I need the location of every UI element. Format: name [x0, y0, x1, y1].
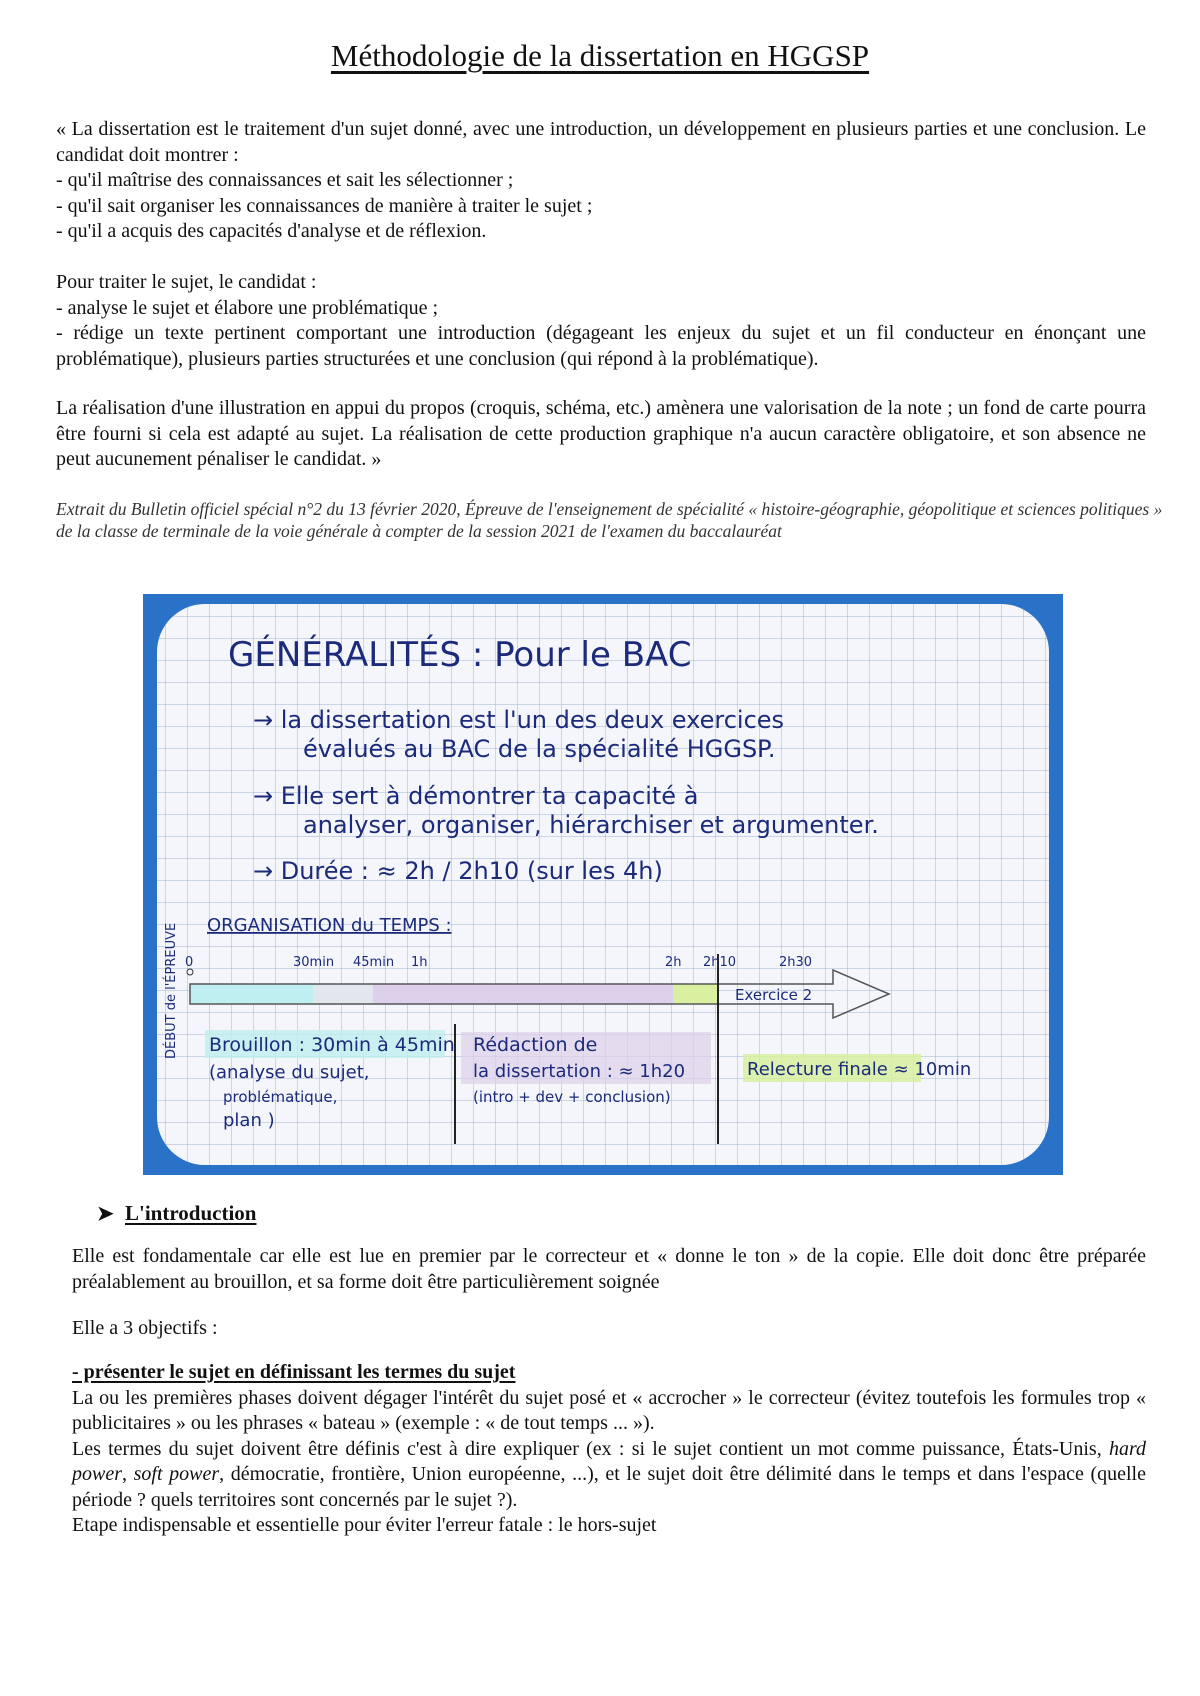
- tick-label: 45min: [353, 955, 395, 970]
- objective-1-text: [72, 1437, 1146, 1514]
- tick-label: 1h: [411, 955, 428, 970]
- quote-line: - analyse le sujet et élabore une problématique ;: [56, 296, 439, 319]
- italic-term: hard power: [72, 1437, 1146, 1485]
- italic-term: soft power: [133, 1463, 220, 1485]
- quote-paragraph-2: [56, 270, 1146, 372]
- organisation-title: ORGANISATION du TEMPS :: [207, 915, 452, 936]
- col-brouillon: problématique,: [223, 1088, 338, 1106]
- quote-line: - qu'il a acquis des capacités d'analyse et de réflexion.: [56, 220, 487, 242]
- notebook-bullet: analyser, organiser, hiérarchiser et argumenter.: [303, 811, 879, 839]
- objective-1-text: Etape indispensable et essentielle pour éviter l'erreur fatale : le hors-sujet: [72, 1514, 657, 1536]
- notebook-bullet: → Elle sert à démontrer ta capacité à: [253, 782, 699, 810]
- quote-paragraph-3: La réalisation d'une illustration en appui du propos (croquis, schéma, etc.) amènera une valorisation de la note ; un fond de carte pourra être fourni si cela est adapté au sujet. La réalisation de cette production graphique n'a aucun caractère obligatoire, et son absence ne peut aucunement pénaliser le candidat. »: [56, 397, 1146, 470]
- quote-paragraph-1: [56, 117, 1146, 245]
- objective-1-text: La ou les premières phases doivent dégager l'intérêt du sujet posé et « accrocher » le correcteur (évitez toutefois les formules trop « publicitaires » ou les phrases « bateau » (exemple : « de tout temps ... »).: [72, 1386, 1146, 1434]
- quote-line: « La dissertation est le traitement d'un sujet donné, avec une introduction, un développement en plusieurs parties et une conclusion. Le candidat doit montrer :: [56, 118, 1146, 166]
- objective-1-heading: - présenter le sujet en définissant les termes du sujet: [72, 1361, 516, 1383]
- objectives-line: Elle a 3 objectifs :: [72, 1317, 218, 1339]
- notebook-heading: GÉNÉRALITÉS : Pour le BAC: [228, 635, 692, 675]
- bar-relecture: [673, 984, 718, 1004]
- bar-transition: [313, 984, 373, 1004]
- quote-line: - qu'il sait organiser les connaissances de manière à traiter le sujet ;: [56, 194, 593, 217]
- intro-paragraph: Elle est fondamentale car elle est lue en premier par le correcteur et « donne le ton » de la copie. Elle doit donc être préparée préalablement au brouillon, et sa forme doit être particulièrement soignée: [72, 1245, 1146, 1293]
- section-heading-text: L'introduction: [125, 1201, 257, 1225]
- col-redaction: la dissertation : ≈ 1h20: [473, 1061, 686, 1082]
- col-redaction: (intro + dev + conclusion): [473, 1088, 671, 1106]
- tick-label: 2h30: [779, 955, 813, 970]
- tick-label: 0: [185, 955, 194, 970]
- notebook-illustration: [143, 594, 1063, 1175]
- bar-brouillon: [190, 984, 318, 1004]
- quote-line: - qu'il maîtrise des connaissances et sait les sélectionner ;: [56, 169, 514, 191]
- side-label: DÉBUT de l'ÉPREUVE: [164, 922, 179, 1059]
- tick-label: 30min: [293, 955, 335, 970]
- tick-label: 2h10: [703, 955, 737, 970]
- text-run: Les termes du sujet doivent être définis c'est à dire expliquer (ex : si le sujet contient un mot comme puissance, États-Unis,: [72, 1437, 1109, 1460]
- col-relecture: Relecture finale ≈ 10min: [747, 1059, 972, 1080]
- col-redaction: Rédaction de: [473, 1034, 598, 1056]
- quote-line: - rédige un texte pertinent comportant une introduction (dégageant les enjeux du sujet et un fil conducteur en énonçant une problématique), plusieurs parties structurées et une conclusion (qui répond à la problématique).: [56, 322, 1146, 370]
- source-citation: Extrait du Bulletin officiel spécial n°2 du 13 février 2020, Épreuve de l'enseignement de spécialité « histoire-géographie, géopolitique et sciences politiques » de la classe de terminale de la voie générale à compter de la session 2021 de l'examen du baccalauréat: [56, 499, 1163, 541]
- quote-line: Pour traiter le sujet, le candidat :: [56, 271, 317, 293]
- col-brouillon: (analyse du sujet,: [209, 1062, 370, 1083]
- notebook-bullet: → la dissertation est l'un des deux exercices: [253, 706, 785, 734]
- col-brouillon: plan ): [223, 1110, 275, 1131]
- objective-1-block: [72, 1360, 1146, 1539]
- bar-redaction: [373, 984, 673, 1004]
- text-run: , démocratie, frontière, Union européenne, ...), et le sujet doit être délimité dans le temps et dans l'espace (quelle période ? quels territoires sont concernés par le sujet ?).: [72, 1463, 1146, 1511]
- notebook-bullet: → Durée : ≈ 2h / 2h10 (sur les 4h): [253, 857, 663, 885]
- tick-label: 2h: [665, 955, 682, 970]
- notebook-photo: [143, 594, 1063, 1175]
- arrowhead-icon: ➤: [97, 1203, 114, 1225]
- notebook-bullet: évalués au BAC de la spécialité HGGSP.: [303, 735, 776, 763]
- page-title: Méthodologie de la dissertation en HGGSP: [330, 38, 870, 73]
- col-brouillon: Brouillon : 30min à 45min: [209, 1034, 455, 1056]
- section-heading-introduction: [97, 1201, 256, 1226]
- text-run: ,: [122, 1463, 134, 1485]
- exercise-2-label: Exercice 2: [735, 986, 813, 1004]
